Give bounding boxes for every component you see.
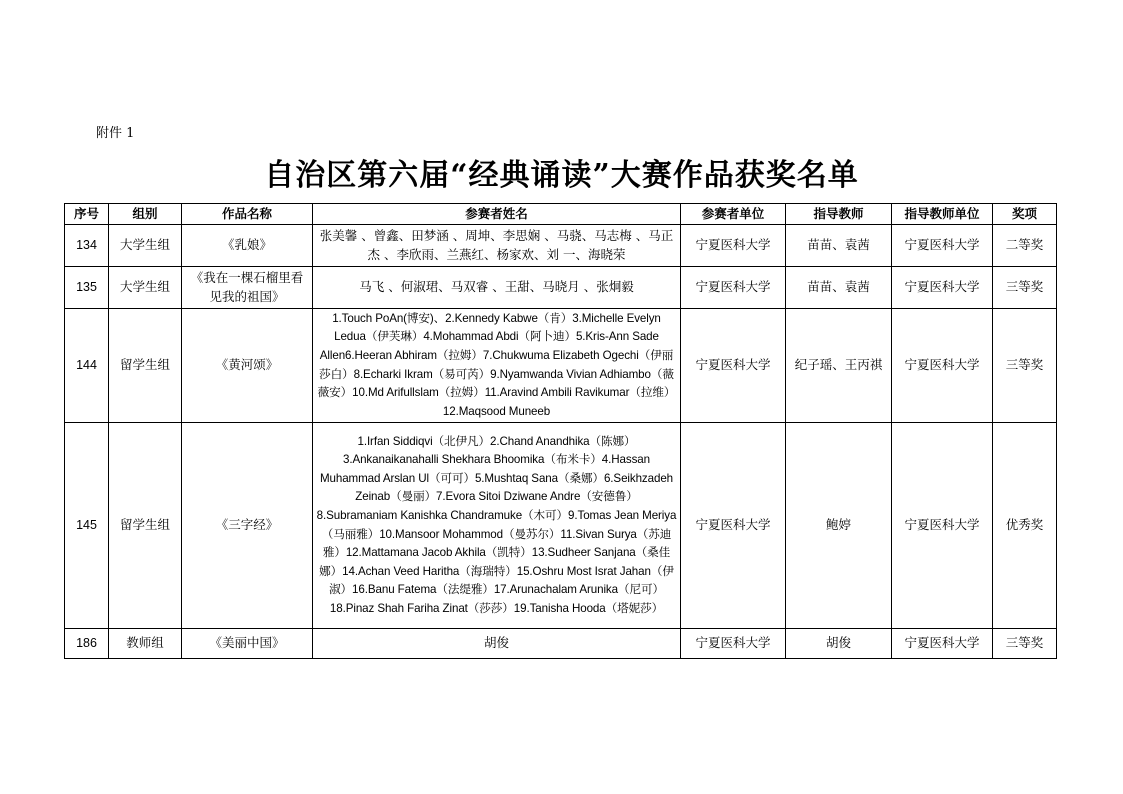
- table-row: [65, 309, 1057, 423]
- header-participants: 参赛者姓名: [313, 204, 681, 225]
- row-group: 留学生组: [109, 423, 182, 629]
- row-unit: 宁夏医科大学: [681, 225, 786, 267]
- row-instructor-unit: 宁夏医科大学: [892, 267, 993, 309]
- row-award: 三等奖: [993, 309, 1057, 423]
- header-unit: 参赛者单位: [681, 204, 786, 225]
- row-work: 《三字经》: [182, 423, 313, 629]
- row-instructor-unit: 宁夏医科大学: [892, 225, 993, 267]
- table-row: [65, 267, 1057, 309]
- row-instructor-unit: 宁夏医科大学: [892, 423, 993, 629]
- row-unit: 宁夏医科大学: [681, 267, 786, 309]
- row-award: 三等奖: [993, 267, 1057, 309]
- row-participants: 1.Touch PoAn(博安)、2.Kennedy Kabwe（肯）3.Michelle Evelyn Ledua（伊芙琳）4.Mohammad Abdi（阿卜迪）5.Kris-Ann Sade Allen6.Heeran Abhiram（拉姆）7.Chukwuma Elizabeth Ogechi（伊丽莎白）8.Echarki Ikram（易可芮）9.Nyamwanda Vivian Adhiambo（薇薇安）10.Md Arifullslam（拉姆）11.Aravind Ambili Ravikumar（拉维）12.Maqsood Muneeb: [313, 309, 681, 423]
- row-work: 《我在一棵石榴里看见我的祖国》: [182, 267, 313, 309]
- row-instructor: 苗苗、袁茜: [786, 267, 892, 309]
- row-group: 大学生组: [109, 267, 182, 309]
- table-row: [65, 629, 1057, 659]
- row-no: 135: [65, 267, 109, 309]
- header-no: 序号: [65, 204, 109, 225]
- row-participants: 胡俊: [313, 629, 681, 659]
- row-instructor: 鲍婷: [786, 423, 892, 629]
- header-instructor: 指导教师: [786, 204, 892, 225]
- header-instructor-unit: 指导教师单位: [892, 204, 993, 225]
- row-group: 教师组: [109, 629, 182, 659]
- row-unit: 宁夏医科大学: [681, 423, 786, 629]
- row-award: 优秀奖: [993, 423, 1057, 629]
- table-header-row: [65, 204, 1057, 225]
- row-instructor: 纪子瑶、王丙祺: [786, 309, 892, 423]
- row-instructor: 胡俊: [786, 629, 892, 659]
- row-no: 145: [65, 423, 109, 629]
- row-no: 134: [65, 225, 109, 267]
- row-group: 大学生组: [109, 225, 182, 267]
- row-award: 三等奖: [993, 629, 1057, 659]
- awards-table: [64, 203, 1057, 659]
- row-work: 《美丽中国》: [182, 629, 313, 659]
- row-unit: 宁夏医科大学: [681, 629, 786, 659]
- attachment-label: 附件 1: [96, 126, 135, 141]
- header-work: 作品名称: [182, 204, 313, 225]
- row-participants: 马飞 、何淑珺、马双睿 、王甜、马晓月 、张炯毅: [313, 267, 681, 309]
- row-instructor-unit: 宁夏医科大学: [892, 629, 993, 659]
- row-no: 144: [65, 309, 109, 423]
- table-row: [65, 225, 1057, 267]
- row-work: 《黄河颂》: [182, 309, 313, 423]
- row-instructor: 苗苗、袁茜: [786, 225, 892, 267]
- row-award: 二等奖: [993, 225, 1057, 267]
- row-no: 186: [65, 629, 109, 659]
- table-row: [65, 423, 1057, 629]
- document-title: 自治区第六届“经典诵读”大赛作品获奖名单: [264, 158, 859, 193]
- row-group: 留学生组: [109, 309, 182, 423]
- row-instructor-unit: 宁夏医科大学: [892, 309, 993, 423]
- header-award: 奖项: [993, 204, 1057, 225]
- row-participants: 1.Irfan Siddiqvi（北伊凡）2.Chand Anandhika（陈娜）3.Ankanaikanahalli Shekhara Bhoomika（布米卡）4.Hassan Muhammad Arslan Ul（可可）5.Mushtaq Sana（桑娜）6.Seikhzadeh Zeinab（曼丽）7.Evora Sitoi Dziwane Andre（安德鲁）8.Subramaniam Kanishka Chandramuke（木可）9.Tomas Jean Meriya（马丽雅）10.Mansoor Mohammod（曼苏尔）11.Sivan Surya（苏迪雅）12.Mattamana Jacob Akhila（凯特）13.Sudheer Sanjana（桑佳娜）14.Achan Veed Haritha（海瑞特）15.Oshru Most Israt Jahan（伊淑）16.Banu Fatema（法缇雅）17.Arunachalam Arunika（尼可）18.Pinaz Shah Fariha Zinat（莎莎）19.Tanisha Hooda（塔妮莎）: [313, 423, 681, 629]
- row-participants: 张美馨 、曾鑫、田梦涵 、周坤、李思娴 、马骁、马志梅 、马正杰 、李欣雨、兰燕红、杨家欢、刘 一、海晓荣: [313, 225, 681, 267]
- row-work: 《乳娘》: [182, 225, 313, 267]
- row-unit: 宁夏医科大学: [681, 309, 786, 423]
- header-group: 组别: [109, 204, 182, 225]
